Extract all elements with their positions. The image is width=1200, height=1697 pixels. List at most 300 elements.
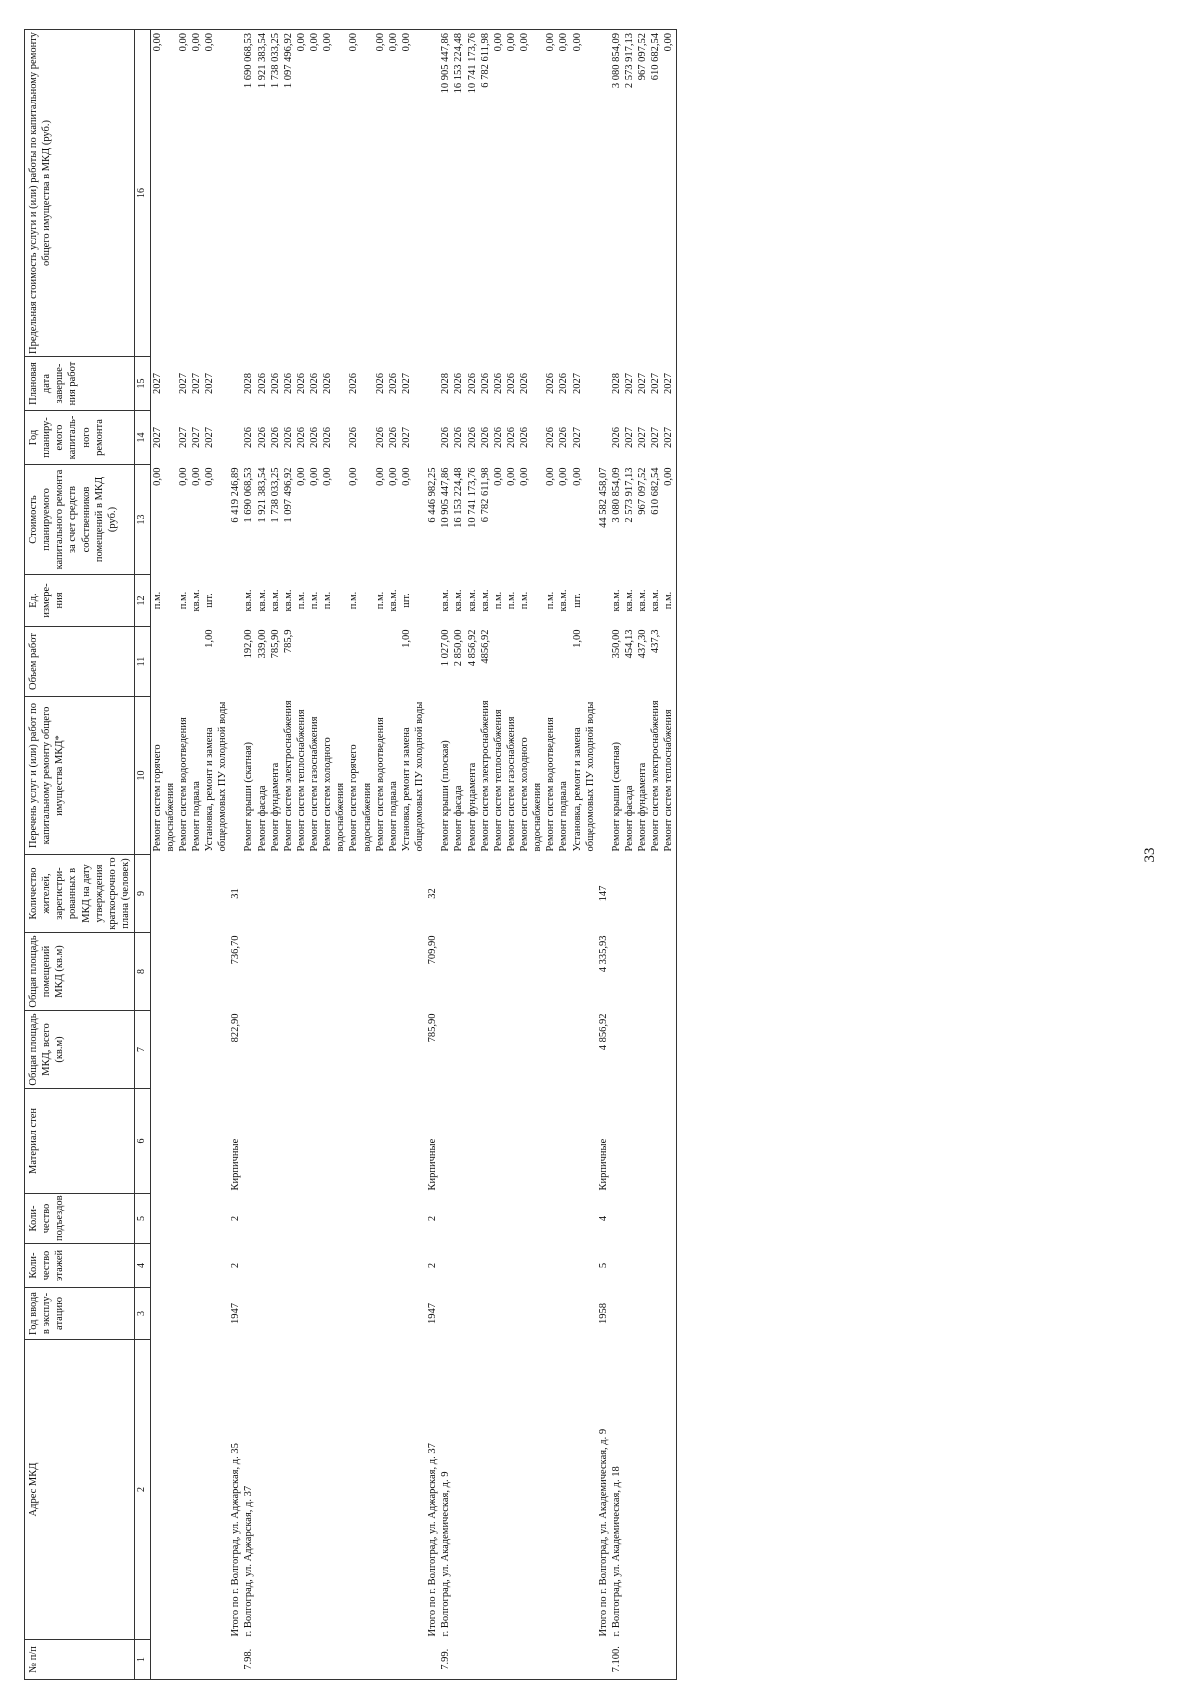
work-volume-cell: 1,00 [204, 629, 215, 648]
residents-count-cell [308, 855, 321, 933]
completion-date-cell: 2026 [374, 373, 386, 394]
work-name-cell: Установка, ремонт и замена общедомовых ПУ холодной воды [204, 701, 229, 852]
completion-date-cell: 2026 [519, 373, 530, 394]
limit-cost-cell: 0,00 [387, 30, 400, 357]
residents-count-cell [557, 855, 570, 933]
work-volume-cell [295, 627, 308, 697]
total-area-cell [295, 1011, 308, 1089]
repair-year-cell: 2026 [558, 427, 570, 448]
commissioning-year-cell [177, 1288, 190, 1340]
premises-area-cell [347, 933, 373, 1011]
total-area-cell [203, 1011, 229, 1089]
work-name-cell: Ремонт систем водоотведения [374, 717, 386, 852]
work-volume-cell: 1,00 [571, 629, 583, 648]
commissioning-year-cell [203, 1288, 229, 1340]
premises-area-cell [387, 933, 400, 1011]
work-volume-cell: 785,90 [269, 629, 281, 659]
rotated-page [24, 30, 1200, 1680]
repair-year-cell: 2027 [624, 427, 635, 448]
table-row [400, 30, 426, 1680]
total-area-cell [308, 1011, 321, 1089]
repair-year-cell: 2027 [650, 427, 662, 448]
completion-date-cell: 2027 [571, 373, 583, 394]
total-area-cell [452, 1011, 465, 1089]
header-cell: Год ввода в эксплу-атацию [25, 1288, 135, 1340]
repair-year-cell: 2027 [177, 427, 189, 448]
entrances-count-cell [295, 1194, 308, 1244]
limit-cost-cell [426, 30, 439, 357]
unit-cell: п.м. [492, 591, 504, 610]
wall-material-cell [544, 1089, 557, 1194]
unit-cell: п.м. [309, 591, 320, 610]
limit-cost-cell: 0,00 [505, 30, 518, 357]
premises-area-cell [282, 933, 295, 1011]
commissioning-year-cell [571, 1288, 597, 1340]
total-area-cell: 785,90 [427, 1013, 439, 1043]
floors-count-cell [610, 1244, 623, 1288]
address-cell [571, 1340, 597, 1640]
work-volume-cell [597, 627, 610, 697]
table-row [374, 30, 387, 1680]
row-number-cell [203, 1640, 229, 1680]
work-volume-cell: 350,00 [610, 629, 622, 659]
residents-count-cell [295, 855, 308, 933]
table-row-total [597, 30, 610, 1680]
wall-material-cell [439, 1089, 452, 1194]
table-row [479, 30, 492, 1680]
work-name-cell [229, 697, 242, 855]
header-cell: Плановая дата заверше-ния работ [25, 357, 135, 411]
address-cell: г. Волгоград, ул. Академическая, д. 18 [610, 1466, 622, 1637]
commissioning-year-cell [308, 1288, 321, 1340]
premises-area-cell [518, 933, 544, 1011]
wall-material-cell: Кирпичные [427, 1138, 439, 1191]
total-area-cell: 4 856,92 [597, 1013, 609, 1051]
completion-date-cell: 2027 [177, 373, 189, 394]
address-cell [150, 1340, 177, 1640]
planned-cost-cell: 0,00 [558, 467, 570, 486]
total-area-cell [439, 1011, 452, 1089]
address-cell [623, 1340, 636, 1640]
planned-cost-cell: 1 690 068,53 [243, 467, 255, 523]
address-cell [505, 1340, 518, 1640]
floors-count-cell [557, 1244, 570, 1288]
premises-area-cell [662, 933, 676, 1011]
floors-count-cell [177, 1244, 190, 1288]
residents-count-cell [374, 855, 387, 933]
address-cell: Итого по г. Волгоград, ул. Аджарская, д. 35 [230, 1443, 242, 1637]
address-cell [190, 1340, 203, 1640]
work-name-cell: Ремонт подвала [387, 781, 399, 852]
floors-count-cell [623, 1244, 636, 1288]
work-name-cell: Ремонт подвала [190, 781, 202, 852]
table-row [466, 30, 479, 1680]
work-volume-cell: 2 850,00 [453, 629, 465, 667]
commissioning-year-cell: 1947 [427, 1303, 439, 1324]
address-cell [256, 1340, 269, 1640]
limit-cost-cell: 1 738 033,25 [269, 30, 282, 357]
row-number-cell [426, 1640, 439, 1680]
address-cell [269, 1340, 282, 1640]
completion-date-cell [597, 357, 610, 411]
residents-count-cell [321, 855, 347, 933]
repair-year-cell [426, 411, 439, 465]
row-number-cell [347, 1640, 373, 1680]
row-number-cell [190, 1640, 203, 1680]
total-area-cell [347, 1011, 373, 1089]
limit-cost-cell: 1 690 068,53 [242, 30, 255, 357]
limit-cost-cell: 0,00 [150, 30, 177, 357]
row-number-cell: 7.100. [610, 1640, 623, 1680]
work-name-cell: Ремонт фундамента [466, 762, 478, 852]
planned-cost-cell: 6 446 982,25 [427, 467, 439, 523]
work-name-cell: Ремонт крыши (плоская) [440, 740, 452, 852]
table-row [452, 30, 465, 1680]
header-cell: Объем работ [25, 627, 135, 697]
wall-material-cell [623, 1089, 636, 1194]
unit-cell: кв.м. [650, 589, 662, 612]
table-row [518, 30, 544, 1680]
commissioning-year-cell [466, 1288, 479, 1340]
planned-cost-cell: 6 782 611,98 [479, 467, 491, 523]
total-area-cell [571, 1011, 597, 1089]
entrances-count-cell [374, 1194, 387, 1244]
commissioning-year-cell [439, 1288, 452, 1340]
unit-cell: п.м. [150, 575, 177, 627]
work-name-cell: Ремонт фасада [624, 785, 635, 852]
column-number: 6 [135, 1089, 151, 1194]
row-number-cell [256, 1640, 269, 1680]
residents-count-cell [649, 855, 662, 933]
floors-count-cell [479, 1244, 492, 1288]
total-area-cell [636, 1011, 649, 1089]
header-cell: Материал стен [25, 1089, 135, 1194]
table-row [282, 30, 295, 1680]
row-number-cell: 7.98. [242, 1640, 255, 1680]
planned-cost-cell: 0,00 [309, 467, 320, 486]
unit-cell: кв.м. [610, 589, 622, 612]
planned-cost-cell: 0,00 [519, 467, 530, 486]
work-volume-cell [150, 627, 177, 697]
unit-cell: кв.м. [453, 589, 465, 612]
row-number-cell [571, 1640, 597, 1680]
completion-date-cell: 2028 [440, 373, 452, 394]
limit-cost-cell: 2 573 917,13 [623, 30, 636, 357]
table-row-object [242, 30, 255, 1680]
address-cell [400, 1340, 426, 1640]
wall-material-cell [557, 1089, 570, 1194]
work-volume-cell [557, 627, 570, 697]
address-cell [662, 1340, 676, 1640]
row-number-cell [150, 1640, 177, 1680]
column-number: 10 [135, 697, 151, 855]
address-cell [492, 1340, 505, 1640]
limit-cost-cell: 0,00 [295, 30, 308, 357]
address-cell [308, 1340, 321, 1640]
limit-cost-cell: 0,00 [662, 30, 676, 357]
limit-cost-cell: 0,00 [518, 30, 544, 357]
floors-count-cell [492, 1244, 505, 1288]
work-volume-cell: 192,00 [243, 629, 255, 659]
work-volume-cell [662, 627, 676, 697]
floors-count-cell [150, 1244, 177, 1288]
column-number: 13 [135, 465, 151, 575]
premises-area-cell [308, 933, 321, 1011]
planned-cost-cell: 0,00 [571, 467, 583, 486]
floors-count-cell [269, 1244, 282, 1288]
wall-material-cell [282, 1089, 295, 1194]
unit-cell: кв.м. [479, 589, 491, 612]
limit-cost-cell [597, 30, 610, 357]
floors-count-cell [452, 1244, 465, 1288]
repair-year-cell: 2026 [610, 427, 622, 448]
completion-date-cell: 2027 [637, 373, 649, 394]
work-volume-cell: 4856,92 [479, 629, 491, 664]
address-cell [544, 1340, 557, 1640]
premises-area-cell [571, 933, 597, 1011]
floors-count-cell [308, 1244, 321, 1288]
table-row [295, 30, 308, 1680]
premises-area-cell: 4 335,93 [597, 935, 609, 973]
page-number: 33 [1142, 847, 1158, 863]
floors-count-cell [295, 1244, 308, 1288]
completion-date-cell: 2026 [479, 373, 491, 394]
column-number: 14 [135, 411, 151, 465]
floors-count-cell [374, 1244, 387, 1288]
work-name-cell: Ремонт систем теплоснабжения [662, 697, 676, 855]
repair-year-cell: 2026 [243, 427, 255, 448]
completion-date-cell: 2026 [322, 373, 334, 394]
residents-count-cell [636, 855, 649, 933]
residents-count-cell [439, 855, 452, 933]
planned-cost-cell: 0,00 [492, 467, 504, 486]
work-name-cell: Ремонт систем горячего водоснабжения [150, 697, 177, 855]
entrances-count-cell [571, 1194, 597, 1244]
residents-count-cell [242, 855, 255, 933]
residents-count-cell [347, 855, 373, 933]
planned-cost-cell: 6 419 246,89 [230, 467, 242, 523]
planned-cost-cell: 0,00 [177, 467, 189, 486]
row-number-cell [269, 1640, 282, 1680]
planned-cost-cell: 1 738 033,25 [269, 467, 281, 523]
floors-count-cell [466, 1244, 479, 1288]
planned-cost-cell: 610 682,54 [650, 467, 662, 515]
total-area-cell [256, 1011, 269, 1089]
wall-material-cell [610, 1089, 623, 1194]
work-name-cell: Ремонт систем водоотведения [545, 717, 557, 852]
entrances-count-cell [452, 1194, 465, 1244]
completion-date-cell: 2026 [387, 373, 399, 394]
table-row [321, 30, 347, 1680]
completion-date-cell: 2026 [466, 373, 478, 394]
address-cell: г. Волгоград, ул. Академическая, д. 9 [440, 1471, 452, 1637]
completion-date-cell: 2026 [453, 373, 465, 394]
work-name-cell: Ремонт систем холодного водоснабжения [322, 737, 347, 852]
planned-cost-cell: 0,00 [204, 467, 215, 486]
commissioning-year-cell [242, 1288, 255, 1340]
wall-material-cell [190, 1089, 203, 1194]
entrances-count-cell [557, 1194, 570, 1244]
header-cell: Предельная стоимость услуги и (или) работы по капитальному ремонту общего имущества в МКД (руб.) [25, 30, 135, 357]
table-row [347, 30, 373, 1680]
floors-count-cell [400, 1244, 426, 1288]
entrances-count-cell [544, 1194, 557, 1244]
entrances-count-cell [649, 1194, 662, 1244]
row-number-cell [492, 1640, 505, 1680]
entrances-count-cell [256, 1194, 269, 1244]
planned-cost-cell: 0,00 [662, 465, 676, 575]
premises-area-cell [256, 933, 269, 1011]
wall-material-cell: Кирпичные [230, 1138, 242, 1191]
work-name-cell: Установка, ремонт и замена общедомовых ПУ холодной воды [571, 701, 596, 852]
unit-cell: п.м. [295, 591, 307, 610]
total-area-cell [557, 1011, 570, 1089]
unit-cell: п.м. [505, 591, 517, 610]
entrances-count-cell [203, 1194, 229, 1244]
floors-count-cell [203, 1244, 229, 1288]
premises-area-cell [649, 933, 662, 1011]
repair-year-cell: 2027 [400, 427, 412, 448]
premises-area-cell [203, 933, 229, 1011]
address-cell [347, 1340, 373, 1640]
address-cell: Итого по г. Волгоград, ул. Академическая, д. 9 [597, 1428, 609, 1637]
total-area-cell [177, 1011, 190, 1089]
work-name-cell: Ремонт фундамента [269, 762, 281, 852]
completion-date-cell [229, 357, 242, 411]
premises-area-cell [452, 933, 465, 1011]
table-row [308, 30, 321, 1680]
entrances-count-cell [623, 1194, 636, 1244]
floors-count-cell [518, 1244, 544, 1288]
entrances-count-cell [177, 1194, 190, 1244]
commissioning-year-cell [282, 1288, 295, 1340]
wall-material-cell [242, 1089, 255, 1194]
floors-count-cell: 2 [427, 1262, 439, 1269]
repair-year-cell: 2026 [492, 427, 504, 448]
unit-cell [229, 575, 242, 627]
row-number-cell [557, 1640, 570, 1680]
residents-count-cell [571, 855, 597, 933]
unit-cell: шт. [400, 593, 412, 608]
unit-cell: п.м. [374, 591, 386, 610]
completion-date-cell: 2026 [282, 373, 294, 394]
work-name-cell: Ремонт систем газоснабжения [505, 716, 517, 852]
table-row [256, 30, 269, 1680]
total-area-cell [374, 1011, 387, 1089]
floors-count-cell [544, 1244, 557, 1288]
wall-material-cell [269, 1089, 282, 1194]
row-number-cell [479, 1640, 492, 1680]
repair-year-cell: 2026 [282, 427, 294, 448]
repair-year-cell: 2026 [545, 427, 557, 448]
floors-count-cell [649, 1244, 662, 1288]
completion-date-cell: 2028 [610, 373, 622, 394]
floors-count-cell: 2 [230, 1262, 242, 1269]
residents-count-cell [203, 855, 229, 933]
repair-year-cell: 2027 [662, 411, 676, 465]
repair-year-cell: 2026 [348, 427, 360, 448]
header-cell: Коли-чество этажей [25, 1244, 135, 1288]
completion-date-cell: 2027 [150, 357, 177, 411]
wall-material-cell [452, 1089, 465, 1194]
planned-cost-cell: 1 097 496,92 [282, 467, 294, 523]
residents-count-cell [400, 855, 426, 933]
premises-area-cell [466, 933, 479, 1011]
unit-cell: кв.м. [190, 589, 202, 612]
work-volume-cell [308, 627, 321, 697]
completion-date-cell: 2026 [492, 373, 504, 394]
commissioning-year-cell: 1958 [597, 1303, 609, 1324]
floors-count-cell [321, 1244, 347, 1288]
completion-date-cell: 2026 [545, 373, 557, 394]
commissioning-year-cell [479, 1288, 492, 1340]
work-volume-cell [229, 627, 242, 697]
limit-cost-cell: 1 921 383,54 [256, 30, 269, 357]
row-number-cell [229, 1640, 242, 1680]
residents-count-cell [518, 855, 544, 933]
planned-cost-cell: 0,00 [322, 467, 334, 486]
total-area-cell [400, 1011, 426, 1089]
repair-year-cell: 2027 [637, 427, 649, 448]
address-cell [479, 1340, 492, 1640]
row-number-cell [308, 1640, 321, 1680]
row-number-cell [623, 1640, 636, 1680]
row-number-cell [597, 1640, 610, 1680]
wall-material-cell [308, 1089, 321, 1194]
planned-cost-cell: 967 097,52 [637, 467, 649, 515]
work-name-cell [597, 697, 610, 855]
completion-date-cell: 2027 [650, 373, 662, 394]
unit-cell [426, 575, 439, 627]
unit-cell: п.м. [348, 591, 360, 610]
repair-year-cell: 2027 [204, 427, 215, 448]
planned-cost-cell: 16 153 224,48 [453, 467, 465, 528]
table-row [492, 30, 505, 1680]
row-number-cell [544, 1640, 557, 1680]
address-cell [321, 1340, 347, 1640]
limit-cost-cell: 0,00 [544, 30, 557, 357]
commissioning-year-cell [649, 1288, 662, 1340]
table-row [557, 30, 570, 1680]
column-number: 2 [135, 1340, 151, 1640]
premises-area-cell [479, 933, 492, 1011]
entrances-count-cell [269, 1194, 282, 1244]
address-cell [466, 1340, 479, 1640]
limit-cost-cell: 0,00 [308, 30, 321, 357]
address-cell [203, 1340, 229, 1640]
residents-count-cell [492, 855, 505, 933]
total-area-cell [505, 1011, 518, 1089]
address-cell [374, 1340, 387, 1640]
total-area-cell [269, 1011, 282, 1089]
planned-cost-cell: 10 741 173,76 [466, 467, 478, 528]
header-cell: Перечень услуг и (или) работ по капитальному ремонту общего имущества МКД* [25, 697, 135, 855]
premises-area-cell [321, 933, 347, 1011]
work-name-cell: Ремонт фасада [453, 785, 465, 852]
address-cell [452, 1340, 465, 1640]
total-area-cell [649, 1011, 662, 1089]
repair-year-cell: 2026 [374, 427, 386, 448]
planned-cost-cell: 3 080 854,09 [610, 467, 622, 523]
commissioning-year-cell [518, 1288, 544, 1340]
planned-cost-cell: 0,00 [505, 467, 517, 486]
total-area-cell: 822,90 [230, 1013, 242, 1043]
premises-area-cell [544, 933, 557, 1011]
column-number: 16 [135, 30, 151, 357]
header-row [25, 30, 135, 1680]
header-cell: Коли-чество подъездов [25, 1194, 135, 1244]
limit-cost-cell: 0,00 [203, 30, 229, 357]
